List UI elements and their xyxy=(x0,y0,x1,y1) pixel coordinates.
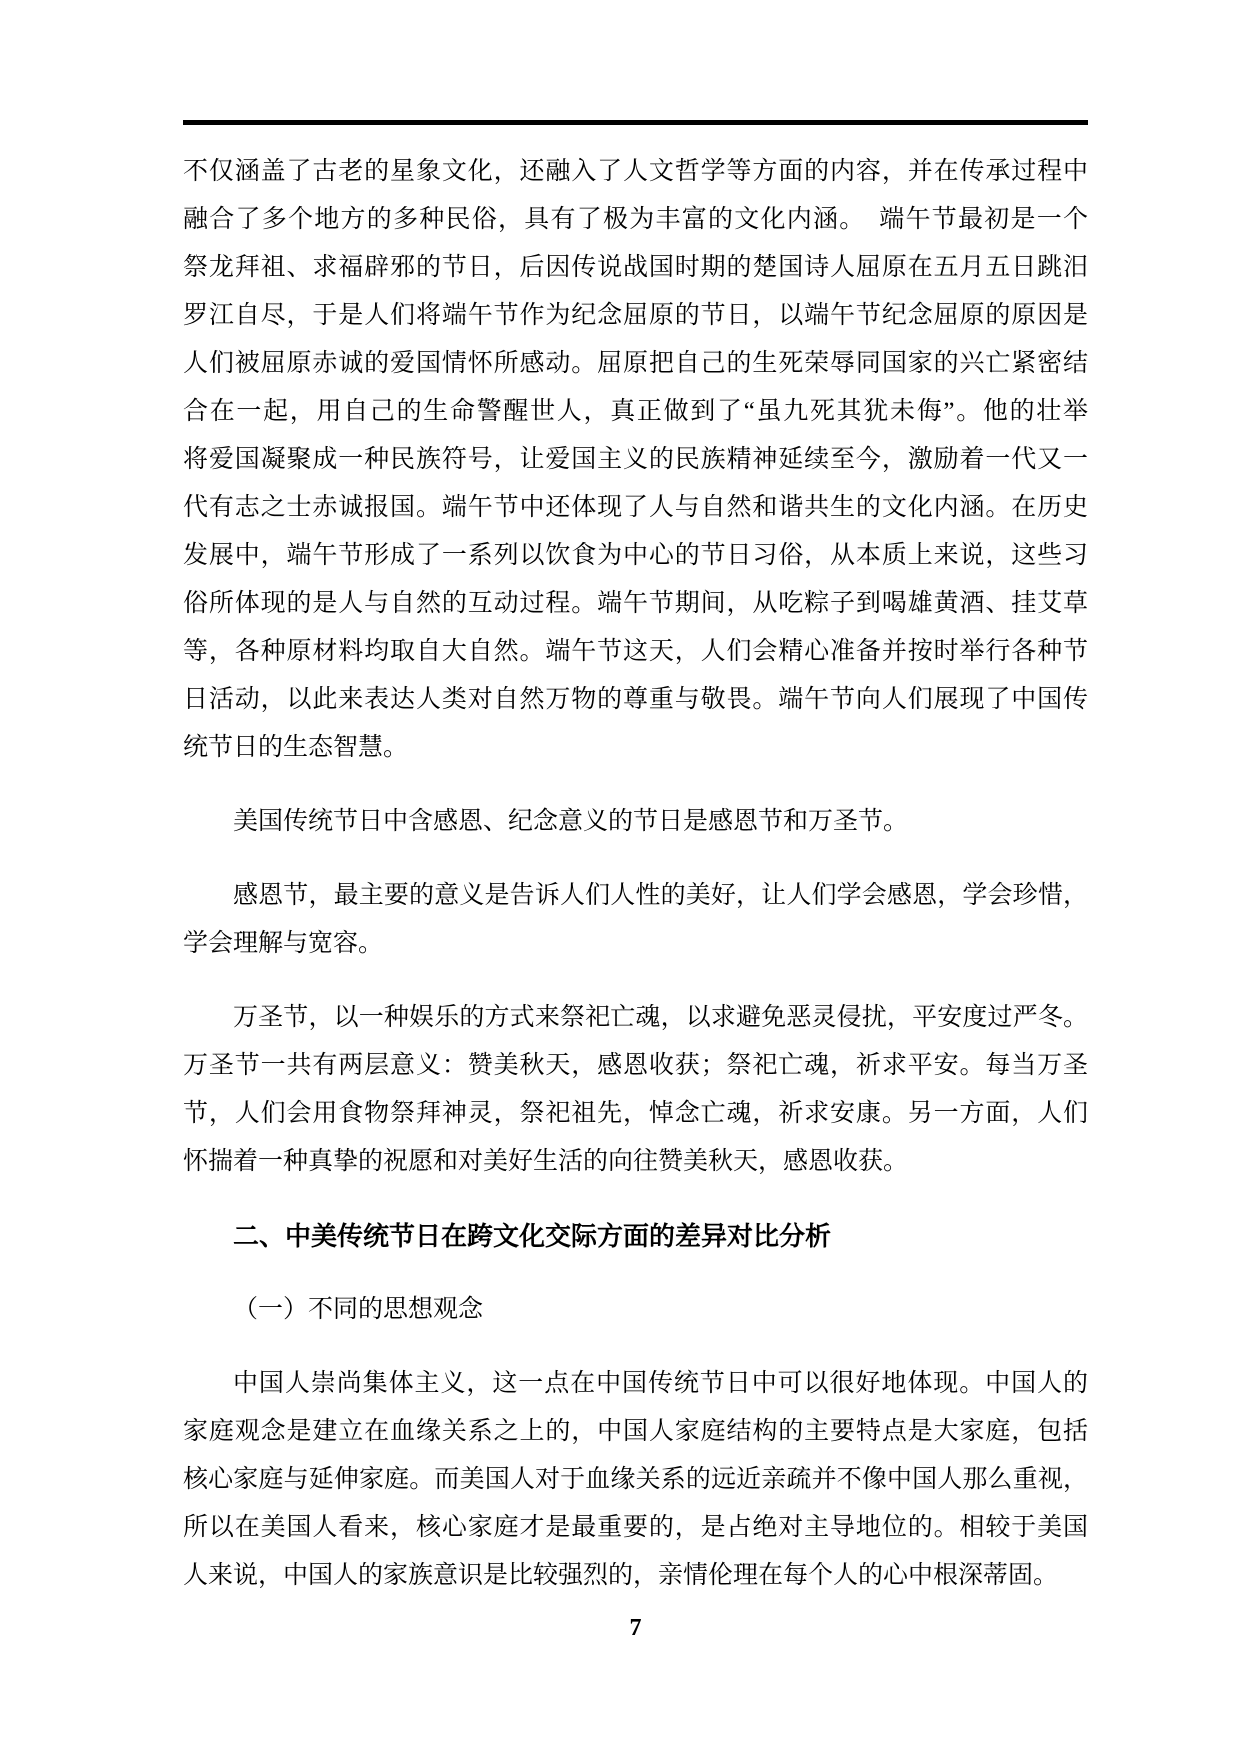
text-line: 日活动，以此来表达人类对自然万物的尊重与敬畏。端午节向人们展现了中国传 xyxy=(183,686,1088,713)
text-line: 融合了多个地方的多种民俗，具有了极为丰富的文化内涵。 端午节最初是一个 xyxy=(183,206,1088,233)
text-line: 家庭观念是建立在血缘关系之上的，中国人家庭结构的主要特点是大家庭，包括 xyxy=(183,1418,1088,1445)
text-line: 节，人们会用食物祭拜神灵，祭祀祖先，悼念亡魂，祈求安康。另一方面，人们 xyxy=(183,1100,1088,1127)
text-line: 核心家庭与延伸家庭。而美国人对于血缘关系的远近亲疏并不像中国人那么重视， xyxy=(183,1466,1088,1493)
text-line: 发展中，端午节形成了一系列以饮食为中心的节日习俗，从本质上来说，这些习 xyxy=(183,542,1088,569)
paragraph xyxy=(183,872,1088,968)
paragraph xyxy=(183,1360,1088,1600)
text-line: 万圣节一共有两层意义：赞美秋天，感恩收获；祭祀亡魂，祈求平安。每当万圣 xyxy=(183,1052,1088,1079)
text-line: 所以在美国人看来，核心家庭才是最重要的，是占绝对主导地位的。相较于美国 xyxy=(183,1514,1088,1541)
text-line: 二、中美传统节日在跨文化交际方面的差异对比分析 xyxy=(233,1221,832,1251)
text-line: （一）不同的思想观念 xyxy=(233,1296,484,1323)
document-content xyxy=(183,148,1088,1600)
text-line: 将爱国凝聚成一种民族符号，让爱国主义的民族精神延续至今，激励着一代又一 xyxy=(183,446,1088,473)
paragraph xyxy=(183,994,1088,1186)
text-line: 等，各种原材料均取自大自然。端午节这天，人们会精心准备并按时举行各种节 xyxy=(183,638,1088,665)
text-line: 中国人崇尚集体主义，这一点在中国传统节日中可以很好地体现。中国人的 xyxy=(233,1370,1088,1397)
text-line: 学会理解与宽容。 xyxy=(183,930,384,957)
text-line: 统节日的生态智慧。 xyxy=(183,734,409,761)
text-line: 怀揣着一种真挚的祝愿和对美好生活的向往赞美秋天，感恩收获。 xyxy=(183,1148,909,1175)
text-line: 万圣节，以一种娱乐的方式来祭祀亡魂，以求避免恶灵侵扰，平安度过严冬。 xyxy=(233,1004,1088,1031)
text-line: 美国传统节日中含感恩、纪念意义的节日是感恩节和万圣节。 xyxy=(233,808,909,835)
paragraph xyxy=(183,148,1088,772)
header-rule xyxy=(183,120,1088,125)
text-line: 人们被屈原赤诚的爱国情怀所感动。屈原把自己的生死荣辱同国家的兴亡紧密结 xyxy=(183,350,1088,377)
text-line: 祭龙拜祖、求福辟邪的节日，后因传说战国时期的楚国诗人屈原在五月五日跳汨 xyxy=(183,254,1088,281)
sub-heading xyxy=(183,1286,1088,1334)
text-line: 罗江自尽，于是人们将端午节作为纪念屈原的节日，以端午节纪念屈原的原因是 xyxy=(183,302,1088,329)
text-line: 不仅涵盖了古老的星象文化，还融入了人文哲学等方面的内容，并在传承过程中 xyxy=(183,158,1088,185)
text-line: 代有志之士赤诚报国。端午节中还体现了人与自然和谐共生的文化内涵。在历史 xyxy=(183,494,1088,521)
page-number: 7 xyxy=(629,1615,642,1641)
section-heading xyxy=(183,1212,1088,1260)
text-line: 合在一起，用自己的生命警醒世人，真正做到了“虽九死其犹未侮”。他的壮举 xyxy=(183,398,1088,425)
text-line: 人来说，中国人的家族意识是比较强烈的，亲情伦理在每个人的心中根深蒂固。 xyxy=(183,1562,1059,1589)
text-line: 感恩节，最主要的意义是告诉人们人性的美好，让人们学会感恩，学会珍惜， xyxy=(233,882,1088,909)
text-line: 俗所体现的是人与自然的互动过程。端午节期间，从吃粽子到喝雄黄酒、挂艾草 xyxy=(183,590,1088,617)
paragraph xyxy=(183,798,1088,846)
